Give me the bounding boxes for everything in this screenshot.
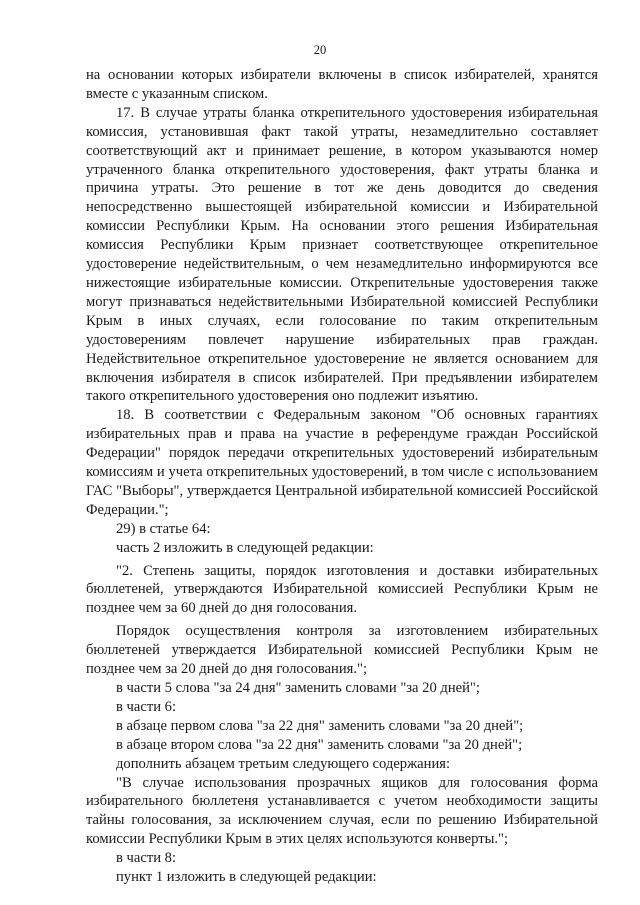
page-body [86,66,598,887]
paragraph: на основании которых избиратели включены в список избирателей, хранятся вместе с указанным списком. [86,67,598,102]
paragraph: "2. Степень защиты, порядок изготовления и доставки избирательных бюллетеней, утверждаются Избирательной комиссией Республики Крым не позднее чем за 60 дней до дня голосования. [86,562,598,617]
paragraph: в части 8: [116,850,177,867]
paragraph: Порядок осуществления контроля за изготовлением избирательных бюллетеней утверждается Избирательной комиссией Республики Крым не позднее чем за 20 дней до дня голосования."; [86,623,598,678]
paragraph: пункт 1 изложить в следующей редакции: [116,869,377,886]
paragraph: в абзаце первом слова "за 22 дня" заменить словами "за 20 дней"; [116,717,524,734]
paragraph: 18. В соответствии с Федеральным законом "Об основных гарантиях избирательных прав и права на участие в референдуме граждан Российской Федерации" порядок передачи открепительных удостоверений избирательным комиссиям и учета открепительных удостоверений, в том числе с использованием ГАС "Выборы", утверждается Центральной избирательной комиссией Российской Федерации."; [86,407,598,518]
paragraph: дополнить абзацем третьим следующего содержания: [116,755,451,772]
paragraph: 17. В случае утраты бланка открепительного удостоверения избирательная комиссия, установившая факт такой утраты, незамедлительно составляет соответствующий акт и принимает решение, в котором указываются номер утраченного бланка открепительного удостоверения, факт утраты бланка и причина утраты. Это решение в тот же день доводится до сведения непосредственно вышестоящей избирательной комиссии и Избирательной комиссии Республики Крым. На основании этого решения Избирательная комиссия Республики Крым признает соответствующее открепительное удостоверение недействительным, о чем незамедлительно информируются все нижестоящие избирательные комиссии. Открепительные удостоверения также могут признаваться недействительными Избирательной комиссией Республики Крым в иных случаях, если голосование по таким открепительным удостоверениям повлечет нарушение избирательных прав граждан. Недействительное открепительное удостоверение не является основанием для включения избирателя в список избирателей. При предъявлении избирателем такого открепительного удостоверения оно подлежит изъятию. [86,104,598,405]
page-number: 20 [313,43,327,57]
paragraph: 29) в статье 64: [116,520,211,537]
paragraph: в части 6: [116,698,177,715]
paragraph: в абзаце втором слова "за 22 дня" заменить словами "за 20 дней"; [116,736,523,753]
paragraph: "В случае использования прозрачных ящиков для голосования форма избирательного бюллетеня устанавливается с учетом необходимости защиты тайны голосования, за исключением случая, если по решению Избирательной комиссии Республики Крым в этих целях используются конверты."; [86,774,598,848]
paragraph: в части 5 слова "за 24 дня" заменить словами "за 20 дней"; [116,680,480,696]
paragraph: часть 2 изложить в следующей редакции: [116,539,374,556]
